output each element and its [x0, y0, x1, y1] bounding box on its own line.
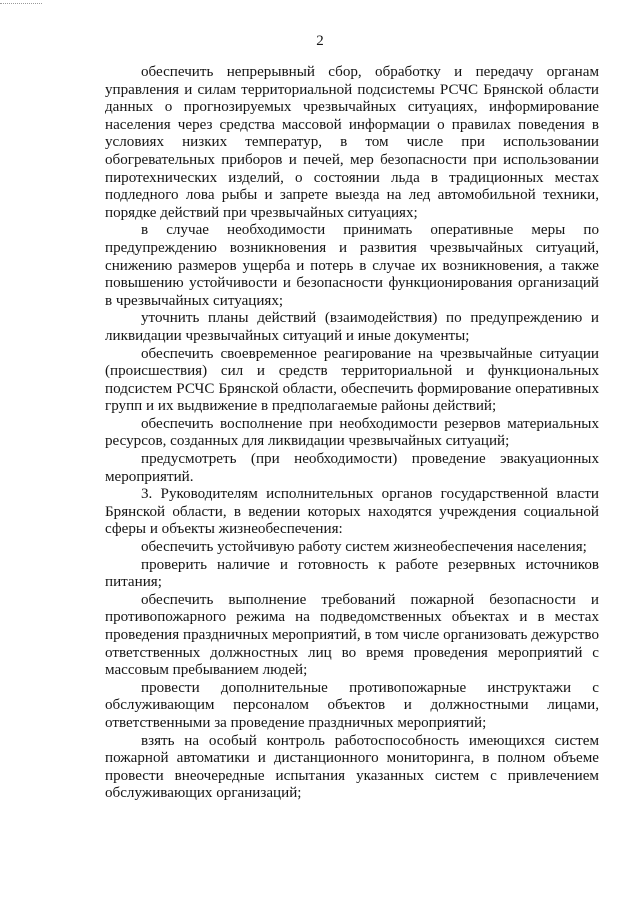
scan-corner-mark: [0, 3, 42, 4]
paragraph: обеспечить непрерывный сбор, обработку и передачу органам управления и силам территориальной подсистемы РСЧС Брянской области данных о прогнозируемых чрезвычайных ситуациях, информирование населения через средства массовой информации о правилах поведения в условиях низких температур, в том числе при использовании обогревательных приборов и печей, мер безопасности при использовании пиротехнических изделий, о состоянии льда в традиционных местах подледного лова рыбы и запрете выезда на лед автомобильной техники, порядке действий при чрезвычайных ситуациях;: [105, 64, 599, 221]
paragraph: взять на особый контроль работоспособность имеющихся систем пожарной автоматики и дистанционного мониторинга, в полном объеме провести внеочередные испытания указанных систем с привлечением обслуживающих организаций;: [105, 732, 599, 802]
page-number: 2: [316, 33, 324, 49]
paragraph: уточнить планы действий (взаимодействия) по предупреждению и ликвидации чрезвычайных ситуаций и иные документы;: [105, 310, 599, 344]
paragraph: 3. Руководителям исполнительных органов государственной власти Брянской области, в ведении которых находятся учреждения социальной сферы и объекты жизнеобеспечения:: [105, 486, 599, 538]
paragraph: провести дополнительные противопожарные инструктажи с обслуживающим персоналом объектов и должностными лицами, ответственными за проведение праздничных мероприятий;: [105, 679, 599, 731]
paragraph: предусмотреть (при необходимости) проведение эвакуационных мероприятий.: [105, 451, 599, 485]
paragraph: проверить наличие и готовность к работе резервных источников питания;: [105, 556, 599, 591]
paragraph: обеспечить своевременное реагирование на чрезвычайные ситуации (происшествия) сил и средств территориальной и функциональных подсистем РСЧС Брянской области, обеспечить формирование оперативных групп и их выдвижение в предполагаемые районы действий;: [105, 345, 599, 415]
paragraph: обеспечить восполнение при необходимости резервов материальных ресурсов, созданных для ликвидации чрезвычайных ситуаций;: [105, 415, 599, 450]
paragraph: в случае необходимости принимать оперативные меры по предупреждению возникновения и развития чрезвычайных ситуаций, снижению размеров ущерба и потерь в случае их возникновения, а также повышению устойчивости и безопасности функционирования организаций в чрезвычайных ситуациях;: [105, 222, 599, 309]
paragraph: обеспечить выполнение требований пожарной безопасности и противопожарного режима на подведомственных объектах и в местах проведения праздничных мероприятий, в том числе организовать дежурство ответственных должностных лиц во время проведения мероприятий с массовым пребыванием людей;: [105, 591, 599, 679]
paragraph: обеспечить устойчивую работу систем жизнеобеспечения населения;: [141, 539, 587, 556]
document-body: [105, 64, 599, 803]
